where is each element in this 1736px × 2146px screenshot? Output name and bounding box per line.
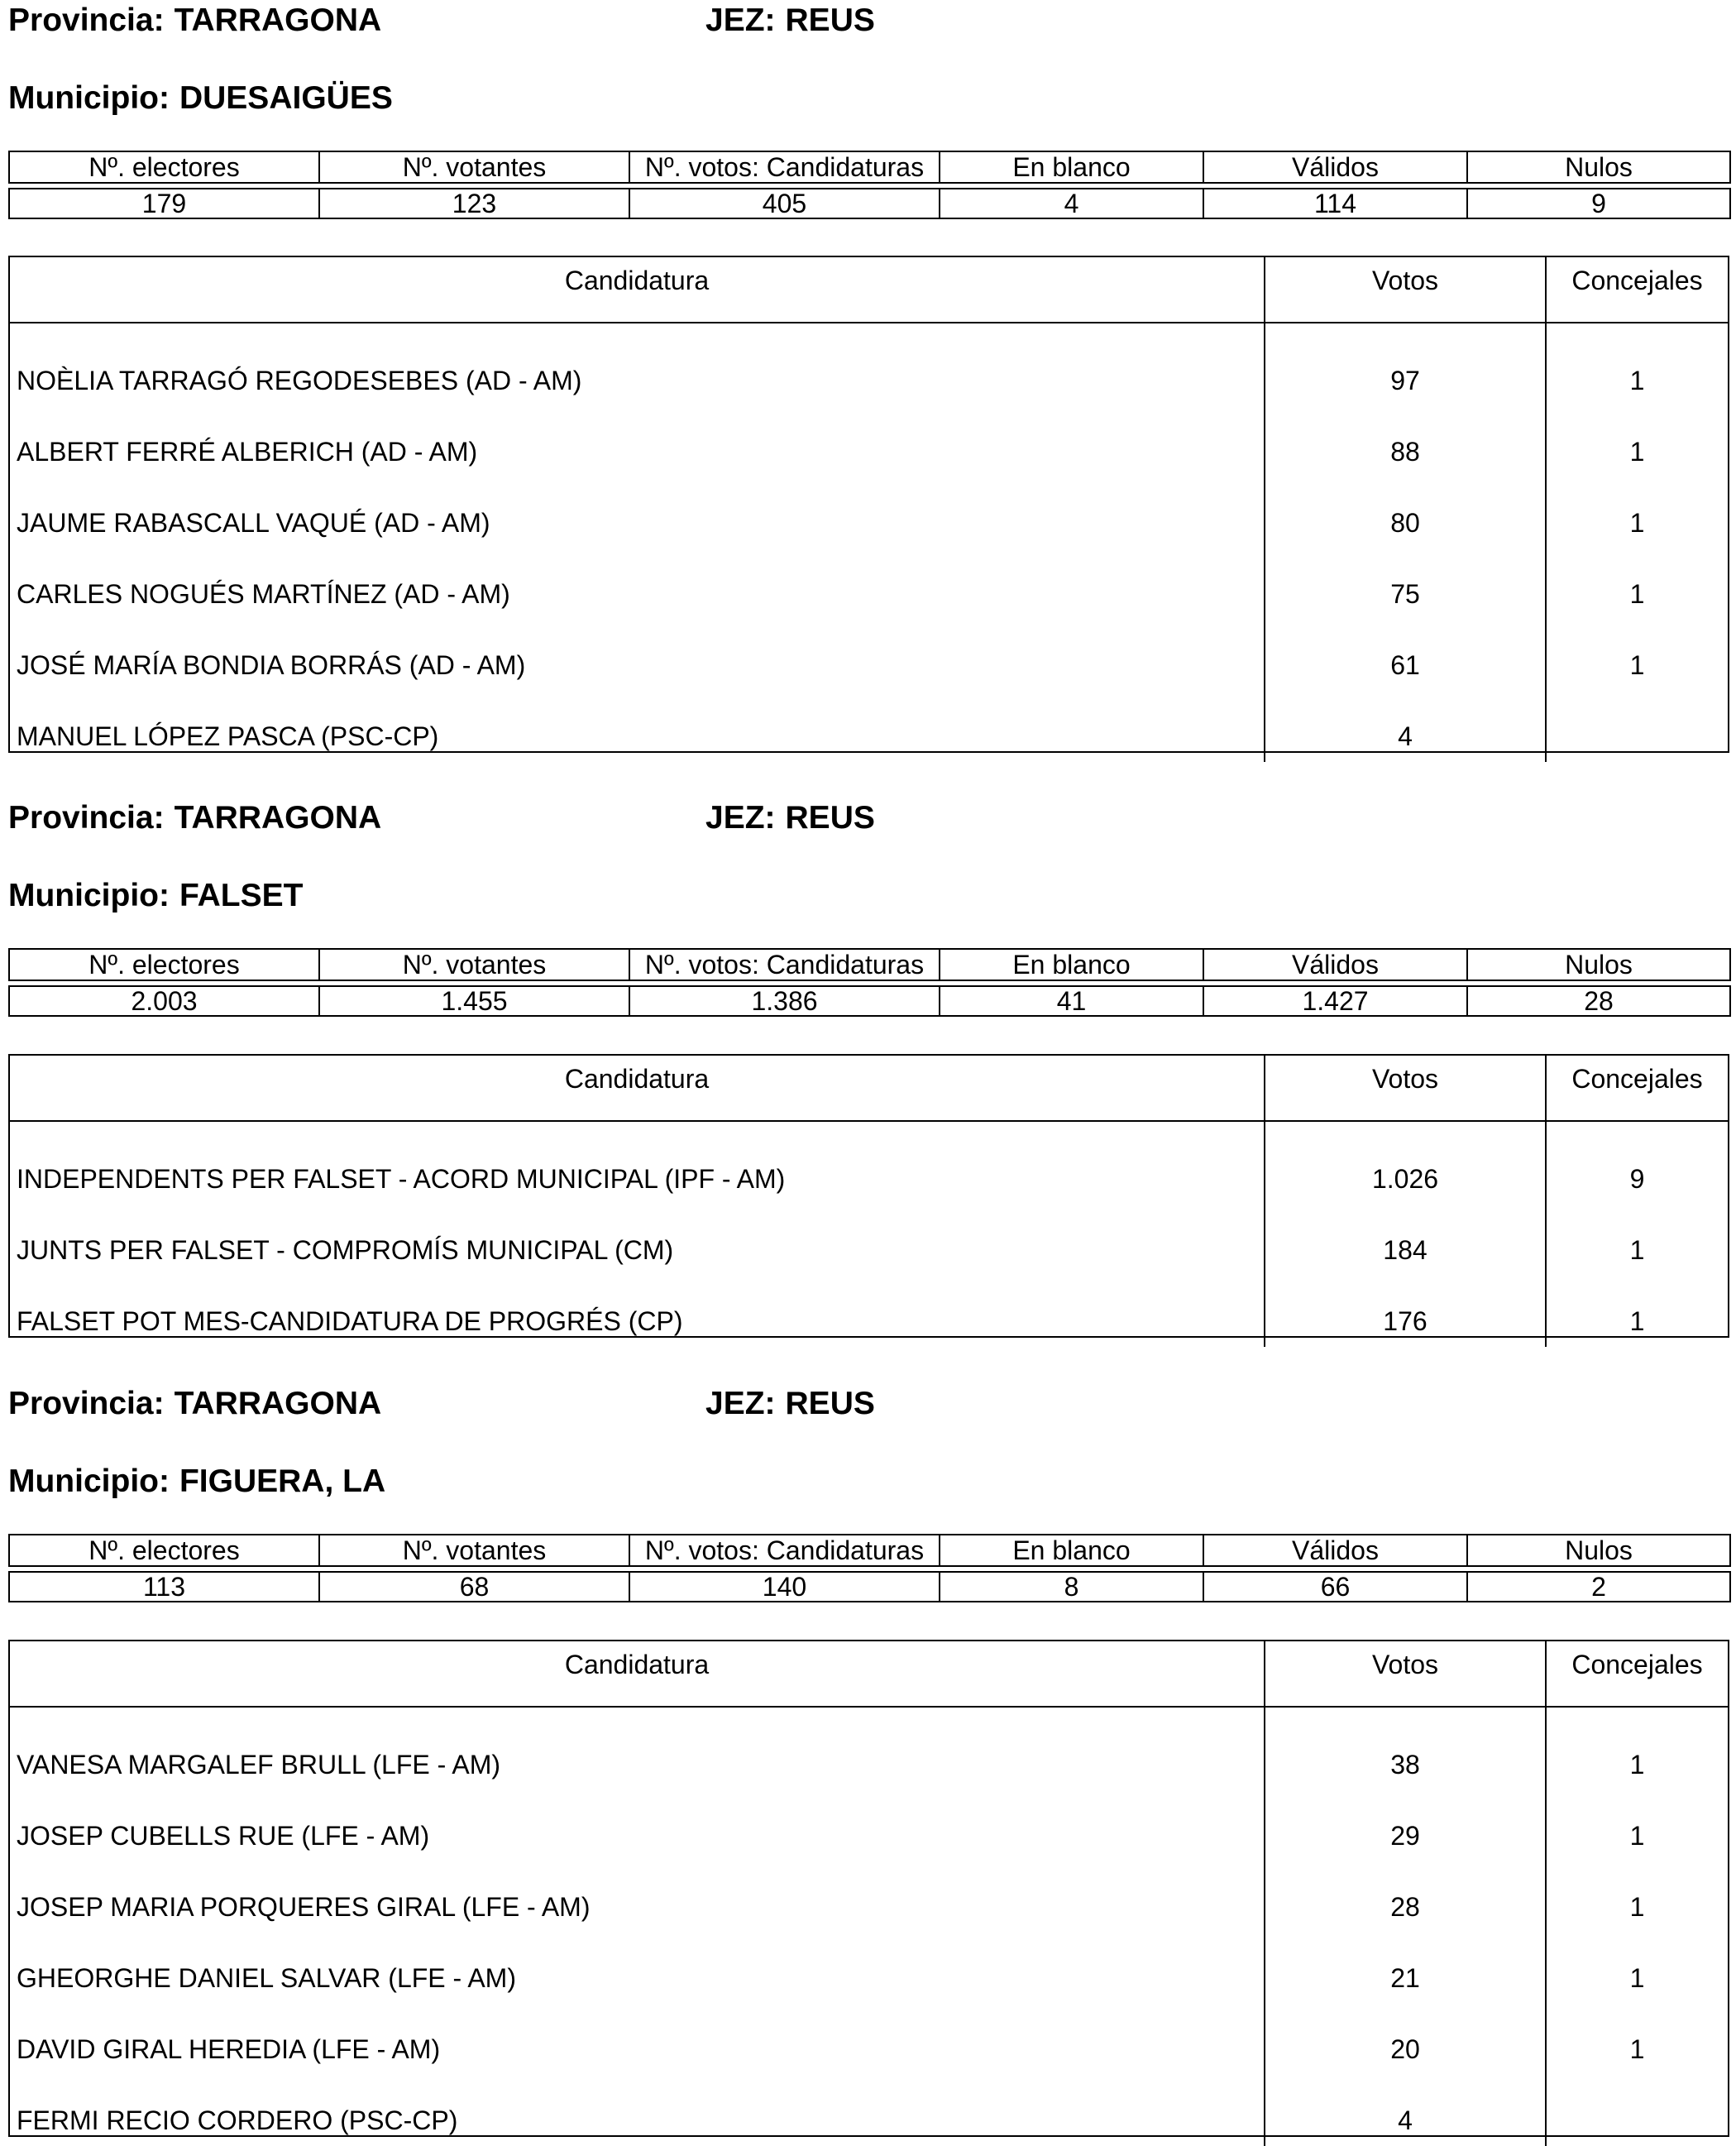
candidate-name: MANUEL LÓPEZ PASCA (PSC-CP) — [10, 691, 1265, 762]
candidate-name: VANESA MARGALEF BRULL (LFE - AM) — [10, 1708, 1265, 1790]
candidate-name: JOSEP MARIA PORQUERES GIRAL (LFE - AM) — [10, 1861, 1265, 1933]
candidate-votos: 61 — [1265, 620, 1547, 691]
candidate-concejales: 1 — [1629, 366, 1645, 395]
concejales-header: Concejales — [1571, 1650, 1703, 1679]
candidate-name: JOSEP CUBELLS RUE (LFE - AM) — [10, 1790, 1265, 1861]
municipio-header — [8, 79, 393, 117]
candidates-table — [8, 1640, 1729, 2137]
candidate-votos: 184 — [1265, 1205, 1547, 1276]
candidate-concejales — [1547, 2075, 1728, 2146]
candidate-name: FALSET POT MES-CANDIDATURA DE PROGRÉS (CP) — [10, 1276, 1265, 1347]
candidates-header-row — [10, 1056, 1728, 1122]
validos-header: Válidos — [1203, 151, 1467, 183]
candidate-name: FERMI RECIO CORDERO (PSC-CP) — [10, 2075, 1265, 2146]
candidate-row — [10, 620, 1728, 691]
candidatura-header: Candidatura — [10, 257, 1265, 322]
nulos-value: 2 — [1467, 1572, 1730, 1602]
en-blanco-value: 4 — [940, 189, 1203, 218]
candidate-votos: 1.026 — [1265, 1122, 1547, 1205]
votos-candidaturas-value: 140 — [629, 1572, 940, 1602]
summary-header-row — [9, 151, 1730, 183]
concejales-header: Concejales — [1571, 266, 1703, 295]
municipio-value: FIGUERA, LA — [179, 1463, 386, 1499]
candidate-row — [10, 2004, 1728, 2075]
candidatura-header: Candidatura — [10, 1641, 1265, 1706]
summary-table — [8, 948, 1731, 1017]
jez-value: REUS — [785, 2, 875, 38]
en-blanco-header: En blanco — [940, 1535, 1203, 1566]
provincia-label: Provincia: — [8, 800, 165, 836]
municipio-label: Municipio: — [8, 1463, 170, 1499]
candidate-row — [10, 1276, 1728, 1347]
candidate-votos: 176 — [1265, 1276, 1547, 1347]
provincia-header — [8, 1385, 381, 1423]
candidate-concejales: 1 — [1629, 1963, 1645, 1993]
candidate-row — [10, 1861, 1728, 1933]
validos-value: 114 — [1203, 189, 1467, 218]
candidate-concejales: 1 — [1629, 650, 1645, 680]
candidate-row — [10, 2075, 1728, 2146]
municipio-value: FALSET — [179, 878, 304, 913]
validos-value: 1.427 — [1203, 986, 1467, 1016]
votantes-header: Nº. votantes — [319, 949, 629, 980]
jez-value: REUS — [785, 1386, 875, 1421]
nulos-header: Nulos — [1467, 151, 1730, 183]
candidate-name: INDEPENDENTS PER FALSET - ACORD MUNICIPAL (IPF - AM) — [10, 1122, 1265, 1205]
candidate-name: JUNTS PER FALSET - COMPROMÍS MUNICIPAL (CM) — [10, 1205, 1265, 1276]
candidate-concejales: 1 — [1629, 508, 1645, 538]
provincia-header — [8, 2, 381, 40]
votantes-header: Nº. votantes — [319, 1535, 629, 1566]
candidate-concejales — [1547, 691, 1728, 762]
candidate-row — [10, 548, 1728, 620]
votantes-value: 1.455 — [319, 986, 629, 1016]
candidate-row — [10, 1205, 1728, 1276]
candidate-concejales: 1 — [1629, 1235, 1645, 1265]
candidate-votos: 20 — [1265, 2004, 1547, 2075]
validos-value: 66 — [1203, 1572, 1467, 1602]
municipio-label: Municipio: — [8, 80, 170, 116]
candidate-concejales: 1 — [1629, 1892, 1645, 1922]
votos-header: Votos — [1265, 1056, 1547, 1120]
nulos-value: 28 — [1467, 986, 1730, 1016]
jez-header — [705, 2, 875, 40]
provincia-label: Provincia: — [8, 1386, 165, 1421]
en-blanco-header: En blanco — [940, 949, 1203, 980]
provincia-header — [8, 799, 381, 837]
summary-value-row — [9, 1572, 1730, 1602]
nulos-header: Nulos — [1467, 1535, 1730, 1566]
candidate-concejales: 1 — [1629, 579, 1645, 609]
summary-value-row — [9, 189, 1730, 218]
provincia-label: Provincia: — [8, 2, 165, 38]
candidate-votos: 4 — [1265, 691, 1547, 762]
votantes-value: 68 — [319, 1572, 629, 1602]
candidate-concejales: 1 — [1629, 1306, 1645, 1336]
electores-value: 113 — [9, 1572, 319, 1602]
candidate-concejales: 1 — [1629, 2034, 1645, 2064]
candidate-concejales: 1 — [1629, 1750, 1645, 1780]
concejales-header: Concejales — [1571, 1064, 1703, 1094]
validos-header: Válidos — [1203, 1535, 1467, 1566]
electores-header: Nº. electores — [9, 949, 319, 980]
candidate-votos: 80 — [1265, 477, 1547, 548]
jez-value: REUS — [785, 800, 875, 836]
candidate-name: DAVID GIRAL HEREDIA (LFE - AM) — [10, 2004, 1265, 2075]
candidates-header-row — [10, 257, 1728, 323]
candidate-name: JAUME RABASCALL VAQUÉ (AD - AM) — [10, 477, 1265, 548]
votos-candidaturas-header: Nº. votos: Candidaturas — [629, 1535, 940, 1566]
candidate-votos: 29 — [1265, 1790, 1547, 1861]
candidate-row — [10, 1122, 1728, 1205]
votos-candidaturas-header: Nº. votos: Candidaturas — [629, 151, 940, 183]
municipio-header — [8, 1463, 385, 1501]
candidate-votos: 21 — [1265, 1933, 1547, 2004]
validos-header: Válidos — [1203, 949, 1467, 980]
votos-header: Votos — [1265, 1641, 1547, 1706]
candidate-concejales: 1 — [1629, 437, 1645, 467]
nulos-value: 9 — [1467, 189, 1730, 218]
candidate-votos: 38 — [1265, 1708, 1547, 1790]
candidate-votos: 88 — [1265, 406, 1547, 477]
candidates-table — [8, 256, 1729, 753]
summary-header-row — [9, 1535, 1730, 1566]
jez-label: JEZ: — [705, 1386, 776, 1421]
candidate-votos: 97 — [1265, 323, 1547, 406]
candidate-row — [10, 477, 1728, 548]
candidate-row — [10, 1708, 1728, 1790]
candidate-votos: 28 — [1265, 1861, 1547, 1933]
votos-candidaturas-value: 405 — [629, 189, 940, 218]
municipio-value: DUESAIGÜES — [179, 80, 393, 116]
candidate-name: CARLES NOGUÉS MARTÍNEZ (AD - AM) — [10, 548, 1265, 620]
candidate-name: ALBERT FERRÉ ALBERICH (AD - AM) — [10, 406, 1265, 477]
jez-label: JEZ: — [705, 2, 776, 38]
candidate-row — [10, 323, 1728, 406]
votos-candidaturas-header: Nº. votos: Candidaturas — [629, 949, 940, 980]
summary-table — [8, 151, 1731, 219]
candidates-table — [8, 1054, 1729, 1338]
candidate-row — [10, 691, 1728, 762]
municipio-label: Municipio: — [8, 878, 170, 913]
candidatura-header: Candidatura — [10, 1056, 1265, 1120]
candidate-votos: 75 — [1265, 548, 1547, 620]
votantes-header: Nº. votantes — [319, 151, 629, 183]
electores-value: 2.003 — [9, 986, 319, 1016]
candidate-name: NOÈLIA TARRAGÓ REGODESEBES (AD - AM) — [10, 323, 1265, 406]
en-blanco-value: 8 — [940, 1572, 1203, 1602]
candidate-concejales: 9 — [1629, 1164, 1645, 1194]
jez-header — [705, 799, 875, 837]
candidate-concejales: 1 — [1629, 1821, 1645, 1851]
jez-label: JEZ: — [705, 800, 776, 836]
votantes-value: 123 — [319, 189, 629, 218]
electores-value: 179 — [9, 189, 319, 218]
en-blanco-header: En blanco — [940, 151, 1203, 183]
nulos-header: Nulos — [1467, 949, 1730, 980]
provincia-value: TARRAGONA — [174, 1386, 382, 1421]
votos-header: Votos — [1265, 257, 1547, 322]
summary-table — [8, 1534, 1731, 1602]
provincia-value: TARRAGONA — [174, 800, 382, 836]
votos-candidaturas-value: 1.386 — [629, 986, 940, 1016]
electores-header: Nº. electores — [9, 1535, 319, 1566]
candidate-name: GHEORGHE DANIEL SALVAR (LFE - AM) — [10, 1933, 1265, 2004]
jez-header — [705, 1385, 875, 1423]
en-blanco-value: 41 — [940, 986, 1203, 1016]
candidate-votos: 4 — [1265, 2075, 1547, 2146]
municipio-header — [8, 877, 303, 915]
summary-header-row — [9, 949, 1730, 980]
candidate-row — [10, 406, 1728, 477]
candidate-row — [10, 1933, 1728, 2004]
candidate-name: JOSÉ MARÍA BONDIA BORRÁS (AD - AM) — [10, 620, 1265, 691]
electores-header: Nº. electores — [9, 151, 319, 183]
provincia-value: TARRAGONA — [174, 2, 382, 38]
candidates-header-row — [10, 1641, 1728, 1708]
summary-value-row — [9, 986, 1730, 1016]
candidate-row — [10, 1790, 1728, 1861]
